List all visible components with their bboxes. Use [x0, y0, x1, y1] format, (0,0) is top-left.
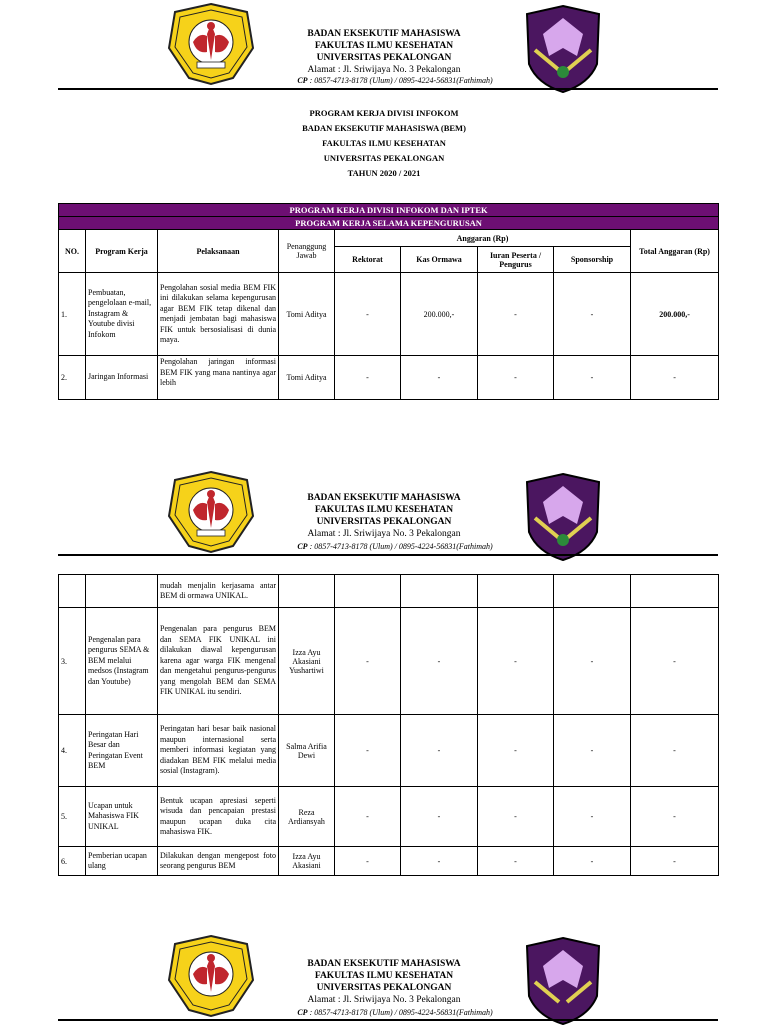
title-line-2: BADAN EKSEKUTIF MAHASISWA (BEM) — [302, 123, 466, 133]
address: Alamat : Jl. Sriwijaya No. 3 Pekalongan — [307, 65, 461, 75]
table-row — [59, 847, 719, 876]
row-no: 4. — [59, 715, 86, 787]
row-pelaksanaan: Bentuk ucapan apresiasi seperti wisuda dan pencapaian prestasi maupun ucapan duka cita mahasiswa FIK. — [158, 787, 279, 847]
contact-line: CP : 0857-4713-8178 (Ulum) / 0895-4224-56831(Fathimah) — [297, 542, 493, 551]
row-pelaksanaan: Pengolahan sosial media BEM FIK ini dilakukan selama kepengurusan agar BEM FIK tetap dikenal dan menjadi jembatan bagi mahasiswa FIK untuk bersosialisasi di dunia maya. — [158, 273, 279, 356]
row-no: 5. — [59, 787, 86, 847]
university-logo-left — [167, 934, 255, 1018]
letterhead-text — [250, 958, 518, 1006]
org-name: BADAN EKSEKUTIF MAHASISWA — [307, 29, 461, 39]
org-name: BADAN EKSEKUTIF MAHASISWA — [307, 959, 461, 969]
row-no: 3. — [59, 608, 86, 715]
col-program: Program Kerja — [86, 230, 158, 273]
row-total: - — [631, 847, 719, 876]
contact-line: CP : 0857-4713-8178 (Ulum) / 0895-4224-56831(Fathimah) — [297, 76, 493, 85]
col-pj: Penanggung Jawab — [279, 230, 335, 273]
row-program: Jaringan Informasi — [86, 356, 158, 400]
row-pj: Izza Ayu Akasiani Yushartiwi — [279, 608, 335, 715]
university-logo-left — [167, 470, 255, 554]
address: Alamat : Jl. Sriwijaya No. 3 Pekalongan — [307, 529, 461, 539]
col-pelaksanaan: Pelaksanaan — [158, 230, 279, 273]
title-line-5: TAHUN 2020 / 2021 — [347, 168, 421, 178]
bem-shield-logo — [523, 4, 603, 94]
row-kas — [401, 575, 478, 608]
row-sponsor: - — [554, 715, 631, 787]
table-row — [59, 608, 719, 715]
table-heading-2: PROGRAM KERJA SELAMA KEPENGURUSAN — [59, 217, 719, 230]
row-total: - — [631, 787, 719, 847]
row-pj — [279, 575, 335, 608]
col-anggaran: Anggaran (Rp) — [335, 230, 631, 247]
row-pj: Izza Ayu Akasiani — [279, 847, 335, 876]
col-rektorat: Rektorat — [335, 247, 401, 273]
faculty-name: FAKULTAS ILMU KESEHATAN — [314, 971, 454, 981]
row-rektorat: - — [335, 273, 401, 356]
university-logo-left — [167, 2, 255, 86]
row-kas: - — [401, 787, 478, 847]
university-name: UNIVERSITAS PEKALONGAN — [316, 983, 452, 993]
row-sponsor: - — [554, 847, 631, 876]
row-program: Pemberian ucapan ulang — [86, 847, 158, 876]
row-rektorat: - — [335, 356, 401, 400]
col-total: Total Anggaran (Rp) — [631, 230, 719, 273]
row-iuran — [478, 575, 554, 608]
row-program — [86, 575, 158, 608]
row-kas: - — [401, 847, 478, 876]
row-pj: Tomi Aditya — [279, 356, 335, 400]
row-rektorat: - — [335, 787, 401, 847]
row-total: 200.000,- — [631, 273, 719, 356]
col-kas: Kas Ormawa — [401, 247, 478, 273]
row-no: 1. — [59, 273, 86, 356]
row-pj: Tomi Aditya — [279, 273, 335, 356]
row-no: 6. — [59, 847, 86, 876]
row-rektorat: - — [335, 608, 401, 715]
row-program: Pengenalan para pengurus SEMA & BEM melalui medsos (Instagram dan Youtube) — [86, 608, 158, 715]
row-rektorat: - — [335, 847, 401, 876]
letterhead-text — [250, 492, 518, 540]
row-no — [59, 575, 86, 608]
row-pelaksanaan: Pengenalan para pengurus BEM dan SEMA FIK UNIKAL ini dilakukan diawal kepengurusan karena agar warga FIK mengenal dan mengetahui pengurus-pengurus yang mengolah BEM dan SEMA FIK UNIKAL itu sendiri. — [158, 608, 279, 715]
title-line-4: UNIVERSITAS PEKALONGAN — [323, 153, 445, 163]
letterhead-text — [250, 28, 518, 76]
row-sponsor: - — [554, 608, 631, 715]
university-name: UNIVERSITAS PEKALONGAN — [316, 517, 452, 527]
row-kas: - — [401, 608, 478, 715]
row-program: Ucapan untuk Mahasiswa FIK UNIKAL — [86, 787, 158, 847]
row-pelaksanaan: Dilakukan dengan mengepost foto seorang pengurus BEM — [158, 847, 279, 876]
row-iuran: - — [478, 356, 554, 400]
table-heading-1: PROGRAM KERJA DIVISI INFOKOM DAN IPTEK — [59, 204, 719, 217]
program-table-page-1 — [58, 203, 719, 400]
row-kas: 200.000,- — [401, 273, 478, 356]
row-iuran: - — [478, 847, 554, 876]
row-iuran: - — [478, 608, 554, 715]
table-row — [59, 715, 719, 787]
table-row — [59, 273, 719, 356]
row-pelaksanaan: Peringatan hari besar baik nasional maupun internasional serta memberi informasi kegiatan yang diadakan BEM FIK melalui media sosial (Instagram). — [158, 715, 279, 787]
row-rektorat: - — [335, 715, 401, 787]
row-pj: Salma Arifia Dewi — [279, 715, 335, 787]
address: Alamat : Jl. Sriwijaya No. 3 Pekalongan — [307, 995, 461, 1005]
col-no: NO. — [59, 230, 86, 273]
row-pj: Reza Ardiansyah — [279, 787, 335, 847]
row-iuran: - — [478, 787, 554, 847]
document-title — [0, 106, 768, 181]
row-sponsor: - — [554, 787, 631, 847]
divider-line — [58, 1019, 718, 1021]
row-no: 2. — [59, 356, 86, 400]
row-rektorat — [335, 575, 401, 608]
row-total: - — [631, 715, 719, 787]
row-kas: - — [401, 356, 478, 400]
row-sponsor: - — [554, 356, 631, 400]
row-iuran: - — [478, 715, 554, 787]
table-row — [59, 356, 719, 400]
row-pelaksanaan: Pengolahan jaringan informasi BEM FIK yang mana nantinya agar lebih — [158, 356, 279, 400]
row-program: Pembuatan, pengelolaan e-mail, Instagram & Youtube divisi Infokom — [86, 273, 158, 356]
divider-line — [58, 88, 718, 90]
row-kas: - — [401, 715, 478, 787]
row-pelaksanaan: mudah menjalin kerjasama antar BEM di ormawa UNIKAL. — [158, 575, 279, 608]
row-iuran: - — [478, 273, 554, 356]
row-sponsor: - — [554, 273, 631, 356]
row-total: - — [631, 356, 719, 400]
bem-shield-logo — [523, 472, 603, 562]
faculty-name: FAKULTAS ILMU KESEHATAN — [314, 41, 454, 51]
title-line-1: PROGRAM KERJA DIVISI INFOKOM — [309, 108, 459, 118]
row-total — [631, 575, 719, 608]
title-line-3: FAKULTAS ILMU KESEHATAN — [322, 138, 446, 148]
table-row — [59, 575, 719, 608]
bem-shield-logo — [523, 936, 603, 1026]
row-program: Peringatan Hari Besar dan Peringatan Event BEM — [86, 715, 158, 787]
university-name: UNIVERSITAS PEKALONGAN — [316, 53, 452, 63]
col-iuran: Iuran Peserta / Pengurus — [478, 247, 554, 273]
col-sponsor: Sponsorship — [554, 247, 631, 273]
row-sponsor — [554, 575, 631, 608]
table-row — [59, 787, 719, 847]
divider-line — [58, 554, 718, 556]
org-name: BADAN EKSEKUTIF MAHASISWA — [307, 493, 461, 503]
program-table-page-2 — [58, 574, 719, 876]
faculty-name: FAKULTAS ILMU KESEHATAN — [314, 505, 454, 515]
row-total: - — [631, 608, 719, 715]
contact-line: CP : 0857-4713-8178 (Ulum) / 0895-4224-56831(Fathimah) — [297, 1008, 493, 1017]
